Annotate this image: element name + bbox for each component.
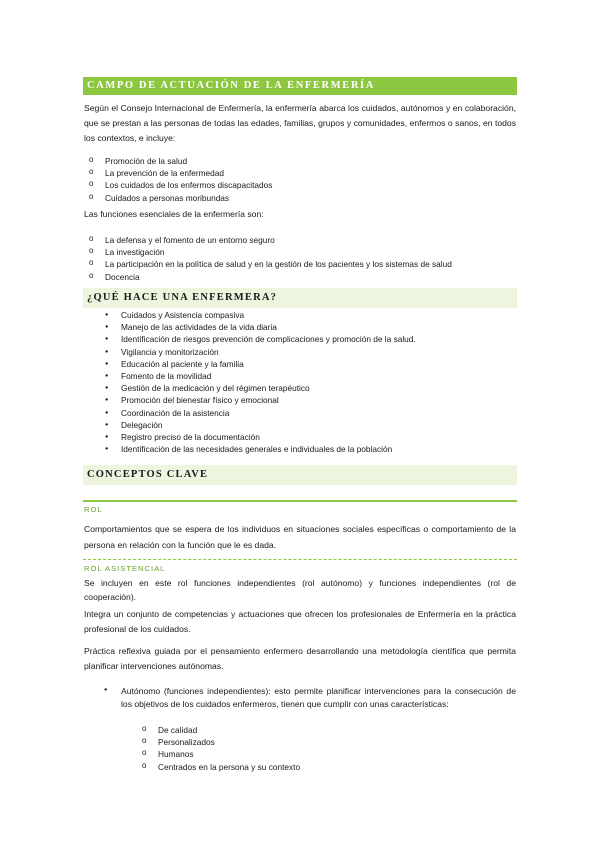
- asistencial-paragraph-3: Práctica reflexiva guiada por el pensamiento enfermero desarrollando una metodología científica que permita planificar intervenciones autónomas.: [84, 646, 516, 671]
- autonomo-text: Autónomo (funciones independientes): esto permite planificar intervenciones para la consecución de los objetivos de los cuidados enfermeros, tienen que cumplir con unas características:: [121, 686, 516, 709]
- list-item: o Promoción de la salud: [88, 155, 272, 167]
- rol-asistencial-heading: ROL ASISTENCIAL: [84, 564, 166, 573]
- asistencial-paragraph-2: Integra un conjunto de competencias y actuaciones que ofrecen los profesionales de Enfermería en la práctica profesional de los cuidados.: [84, 609, 516, 634]
- list-item: o La investigación: [88, 246, 452, 258]
- list-item: o Personalizados: [141, 736, 300, 748]
- section-title-text: CAMPO DE ACTUACIÓN DE LA ENFERMERÍA: [87, 80, 375, 91]
- list-item: ● Registro preciso de la documentación: [104, 431, 416, 443]
- list-item: ● Fomento de la movilidad: [104, 370, 416, 382]
- autonomo-bullet: [104, 685, 516, 710]
- list-item: ● Vigilancia y monitorización: [104, 346, 416, 358]
- list-item: o Cuidados a personas moribundas: [88, 192, 272, 204]
- section-title-campo: [83, 77, 517, 95]
- list-item: ● Educación al paciente y la familia: [104, 358, 416, 370]
- includes-list: [88, 155, 272, 204]
- divider: [83, 559, 517, 560]
- section-title-text: ¿QUÉ HACE UNA ENFERMERA?: [87, 292, 278, 303]
- functions-list: [88, 234, 452, 283]
- asistencial-paragraph-1: Se incluyen en este rol funciones independientes (rol autónomo) y funciones independientes (rol de cooperación).: [84, 578, 516, 602]
- characteristics-list: [141, 724, 300, 773]
- section-title-text: CONCEPTOS CLAVE: [87, 469, 209, 480]
- divider: [83, 500, 517, 502]
- list-item: ● Gestión de la medicación y del régimen terapéutico: [104, 382, 416, 394]
- rol-paragraph: Comportamientos que se espera de los individuos en situaciones sociales específicas o comportamiento de la persona en relación con la función que le es dada.: [84, 524, 516, 550]
- list-item: o Centrados en la persona y su contexto: [141, 761, 300, 773]
- section-title-conceptos: [83, 465, 517, 485]
- list-item: o La participación en la política de salud y en la gestión de los pacientes y los sistemas de salud: [88, 258, 452, 270]
- list-item: ● Delegación: [104, 419, 416, 431]
- nurse-tasks-list: [104, 309, 416, 455]
- bullet-icon: ●: [104, 687, 108, 693]
- list-item: ● Promoción del bienestar físico y emocional: [104, 394, 416, 406]
- list-item: o Docencia: [88, 271, 452, 283]
- list-item: ● Identificación de las necesidades generales e individuales de la población: [104, 443, 416, 455]
- list-item: ● Cuidados y Asistencia compasiva: [104, 309, 416, 321]
- list-item: o La defensa y el fomento de un entorno seguro: [88, 234, 452, 246]
- section-title-que-hace: [83, 288, 517, 308]
- list-item: o La prevención de la enfermedad: [88, 167, 272, 179]
- intro-paragraph: Según el Consejo Internacional de Enfermería, la enfermería abarca los cuidados, autónomos y en colaboración, que se prestan a las personas de todas las edades, familias, grupos y comunidades, enfermos o sanos, en todos los contextos, e incluye:: [84, 103, 516, 143]
- list-item: o Humanos: [141, 748, 300, 760]
- list-item: ● Coordinación de la asistencia: [104, 407, 416, 419]
- list-item: o De calidad: [141, 724, 300, 736]
- list-item: ● Manejo de las actividades de la vida diaria: [104, 321, 416, 333]
- list-item: o Los cuidados de los enfermos discapacitados: [88, 179, 272, 191]
- list-item: ● Identificación de riesgos prevención de complicaciones y promoción de la salud.: [104, 333, 416, 345]
- functions-intro: Las funciones esenciales de la enfermería son:: [84, 209, 264, 219]
- rol-heading: ROL: [84, 505, 103, 514]
